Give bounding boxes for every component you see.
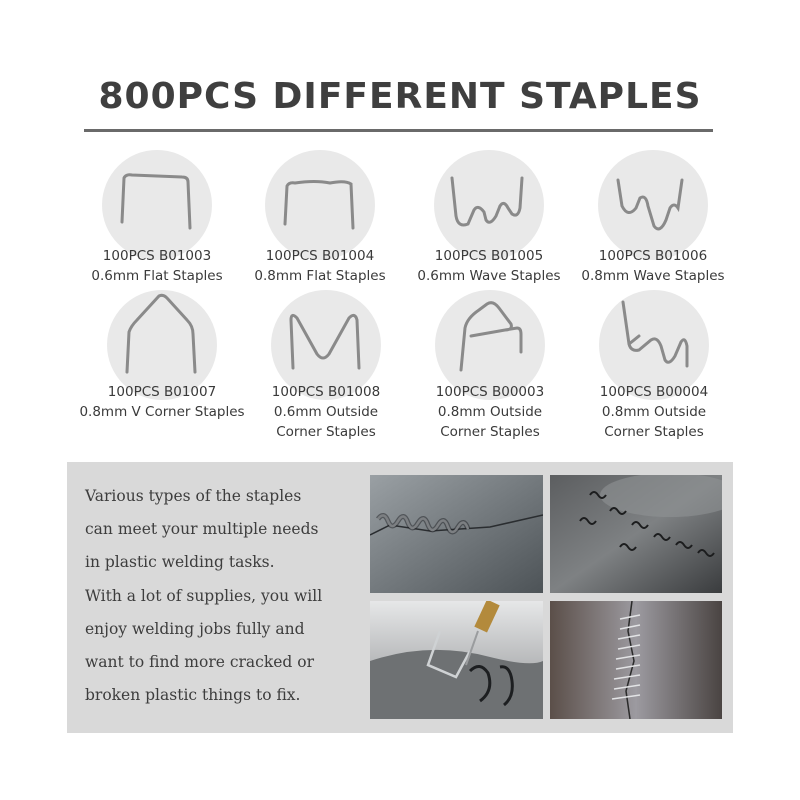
- title-divider: [84, 129, 713, 132]
- staple-description: 0.8mm Outside: [437, 404, 543, 420]
- description-text: [85, 480, 375, 712]
- staple-code: 100PCS B01005: [434, 248, 544, 264]
- staple-description: 0.6mm Outside: [273, 404, 379, 420]
- staple-code: 100PCS B00004: [599, 384, 709, 400]
- description-line: want to find more cracked or: [85, 653, 315, 672]
- wave-staple-icon: [598, 150, 708, 260]
- staple-code: 100PCS B01004: [265, 248, 375, 264]
- description-line: With a lot of supplies, you will: [85, 586, 323, 605]
- page-title: 800PCS DIFFERENT STAPLES: [98, 76, 702, 117]
- repair-photo-hot-stapler: [370, 601, 543, 719]
- description-line: can meet your multiple needs: [85, 520, 319, 539]
- staple-description: 0.6mm Wave Staples: [417, 268, 561, 284]
- staple-description: Corner Staples: [604, 424, 704, 440]
- staple-description: Corner Staples: [276, 424, 376, 440]
- staple-description: 0.8mm Flat Staples: [254, 268, 386, 284]
- staple-code: 100PCS B01008: [271, 384, 381, 400]
- description-line: broken plastic things to fix.: [85, 686, 301, 705]
- staple-description: 0.8mm V Corner Staples: [79, 404, 245, 420]
- repair-photo-wave-staples: [370, 475, 543, 593]
- repair-photo-crack-seam: [550, 601, 722, 719]
- staple-code: 100PCS B01007: [107, 384, 217, 400]
- repair-photo-bumper-staples: [550, 475, 722, 593]
- description-line: in plastic welding tasks.: [85, 553, 275, 572]
- staple-description: 0.8mm Wave Staples: [581, 268, 725, 284]
- description-line: Various types of the staples: [85, 487, 302, 505]
- flat-staple-icon: [102, 150, 212, 260]
- staple-code: 100PCS B01003: [102, 248, 212, 264]
- flat-staple-icon: [265, 150, 375, 260]
- staple-description: Corner Staples: [440, 424, 540, 440]
- description-line: enjoy welding jobs fully and: [85, 619, 305, 638]
- staple-code: 100PCS B01006: [598, 248, 708, 264]
- wave-staple-icon: [434, 150, 544, 260]
- staple-description: 0.6mm Flat Staples: [91, 268, 223, 284]
- staple-description: 0.8mm Outside: [601, 404, 707, 420]
- staple-code: 100PCS B00003: [435, 384, 545, 400]
